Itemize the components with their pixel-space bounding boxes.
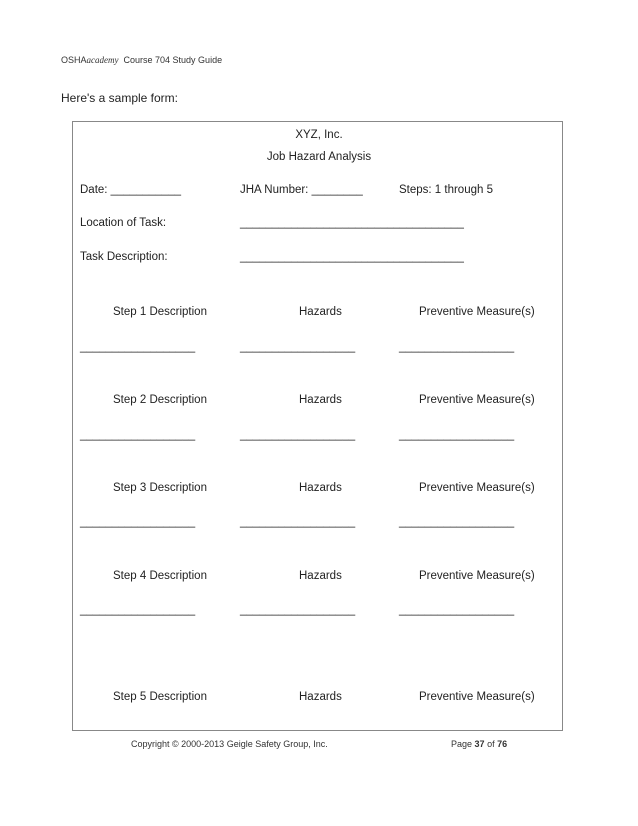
step-5-measures-heading: Preventive Measure(s): [419, 691, 535, 703]
form-title: Job Hazard Analysis: [266, 151, 372, 163]
page-current: 37: [474, 739, 485, 749]
step-4-hazards-heading: Hazards: [299, 570, 342, 582]
step-1-hazards-heading: Hazards: [299, 306, 342, 318]
running-header: [61, 55, 222, 65]
form-company: XYZ, Inc.: [295, 129, 343, 141]
step-5-hazards-heading: Hazards: [299, 691, 342, 703]
footer-page-number: [451, 739, 507, 749]
step-4-measures-heading: Preventive Measure(s): [419, 570, 535, 582]
location-label: Location of Task:: [80, 217, 167, 229]
step-1-measures-heading: Preventive Measure(s): [419, 306, 535, 318]
step-3-hazards-heading: Hazards: [299, 482, 342, 494]
footer-copyright: Copyright © 2000-2013 Geigle Safety Group, Inc.: [131, 739, 328, 749]
step-2-hazards-line: __________________: [240, 429, 356, 441]
page-of: of: [487, 739, 495, 749]
step-1-description-heading: Step 1 Description: [113, 306, 207, 318]
step-3-hazards-line: __________________: [240, 516, 356, 528]
step-5-description-heading: Step 5 Description: [113, 691, 207, 703]
step-1-hazards-line: __________________: [240, 341, 356, 353]
step-3-measures-line: __________________: [399, 516, 515, 528]
step-2-description-heading: Step 2 Description: [113, 394, 207, 406]
step-2-measures-line: __________________: [399, 429, 515, 441]
date-field: Date: ___________: [80, 184, 182, 196]
step-2-measures-heading: Preventive Measure(s): [419, 394, 535, 406]
step-4-measures-line: __________________: [399, 604, 515, 616]
step-4-description-line: __________________: [80, 604, 196, 616]
step-1-measures-line: __________________: [399, 341, 515, 353]
header-osha: OSHA: [61, 55, 87, 65]
step-3-measures-heading: Preventive Measure(s): [419, 482, 535, 494]
task-description-line: ___________________________________: [240, 251, 464, 263]
header-course: Course 704 Study Guide: [123, 55, 223, 65]
step-2-description-line: __________________: [80, 429, 196, 441]
step-3-description-line: __________________: [80, 516, 196, 528]
header-academy: academy: [86, 55, 119, 65]
step-1-description-line: __________________: [80, 341, 196, 353]
intro-text: Here's a sample form:: [61, 91, 178, 105]
task-description-label: Task Description:: [80, 251, 168, 263]
step-2-hazards-heading: Hazards: [299, 394, 342, 406]
page-prefix: Page: [451, 739, 473, 749]
page-total: 76: [497, 739, 508, 749]
location-line: ___________________________________: [240, 217, 464, 229]
step-3-description-heading: Step 3 Description: [113, 482, 207, 494]
form-frame: [72, 121, 563, 731]
steps-range: Steps: 1 through 5: [399, 184, 493, 196]
jha-number-field: JHA Number: ________: [240, 184, 363, 196]
step-4-description-heading: Step 4 Description: [113, 570, 207, 582]
step-4-hazards-line: __________________: [240, 604, 356, 616]
